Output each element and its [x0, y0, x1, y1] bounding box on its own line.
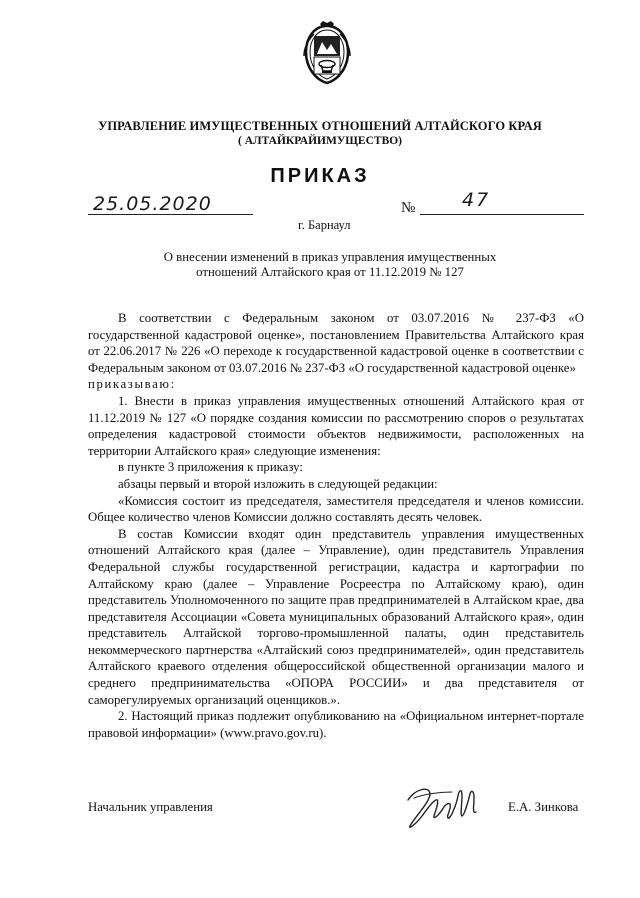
body-paragraph: абзацы первый и второй изложить в следующей редакции:	[118, 476, 438, 491]
preamble-paragraph: В соответствии с Федеральным законом от 03.07.2016 № 237-ФЗ «О государственной кадастровой оценке», постановлением Правительства Алтайского края от 22.06.2017 № 226 «О переходе к государственной кадастровой оценке в соответствии с Федеральным законом от 03.07.2016 № 237-ФЗ «О государственной кадастровой оценке»	[88, 311, 584, 375]
date-underline	[88, 214, 253, 215]
handwritten-signature-icon	[400, 782, 482, 830]
coat-of-arms-icon	[298, 20, 356, 86]
subject-line: О внесении изменений в приказ управления имущественных	[163, 250, 497, 264]
organization-short-name: ( АЛТАЙКРАЙИМУЩЕСТВО)	[237, 135, 403, 147]
subject-line: отношений Алтайского края от 11.12.2019 № 127	[196, 265, 464, 279]
city: г. Барнаул	[298, 218, 351, 232]
order-date: 25.05.2020	[93, 193, 212, 215]
quoted-paragraph: «Комиссия состоит из председателя, заместителя председателя и членов комиссии. Общее количество членов Комиссии должно составлять десять человек.	[88, 493, 584, 525]
clause-1-paragraph: 1. Внести в приказ управления имущественных отношений Алтайского края от 11.12.2019 № 127 «О порядке создания комиссии по рассмотрению споров о результатах определения кадастровой стоимости объектов недвижимости, расположенных на территории Алтайского края» следующие изменения:	[88, 393, 584, 458]
number-underline	[420, 214, 584, 215]
organization-name: УПРАВЛЕНИЕ ИМУЩЕСТВЕННЫХ ОТНОШЕНИЙ АЛТАЙСКОГО КРАЯ	[98, 119, 542, 133]
commission-composition-paragraph: В состав Комиссии входят один представитель управления имущественных отношений Алтайского края (далее – Управление), один представитель Управления Федеральной службы государственной регистрации, кадастра и картографии по Алтайскому краю (далее – Управление Росреестра по Алтайскому краю), один представитель Уполномоченного по защите прав предпринимателей в Алтайском крае, два представителя Ассоциации «Совета муниципальных образований Алтайского края», один представитель Алтайской торгово-промышленной палаты, один представитель некоммерческого партнерства «Алтайский союз предпринимателей», один представитель Алтайского краевого отделения общероссийской общественной организации малого и среднего предпринимательства «ОПОРА РОССИИ» и два представителя от саморегулируемых организаций оценщиков.».	[88, 526, 584, 707]
number-sign: №	[401, 200, 416, 216]
document-title: ПРИКАЗ	[270, 165, 370, 187]
clause-2-paragraph: 2. Настоящий приказ подлежит опубликованию на «Официальном интернет-портале правовой информации» (www.pravo.gov.ru).	[88, 709, 584, 740]
order-number: 47	[462, 189, 491, 211]
order-body	[88, 310, 584, 741]
signatory-title: Начальник управления	[88, 800, 213, 814]
order-keyword: приказываю:	[88, 377, 176, 392]
order-subject	[130, 250, 530, 280]
body-paragraph: в пункте 3 приложения к приказу:	[118, 460, 303, 475]
signatory-name: Е.А. Зинкова	[508, 800, 579, 814]
